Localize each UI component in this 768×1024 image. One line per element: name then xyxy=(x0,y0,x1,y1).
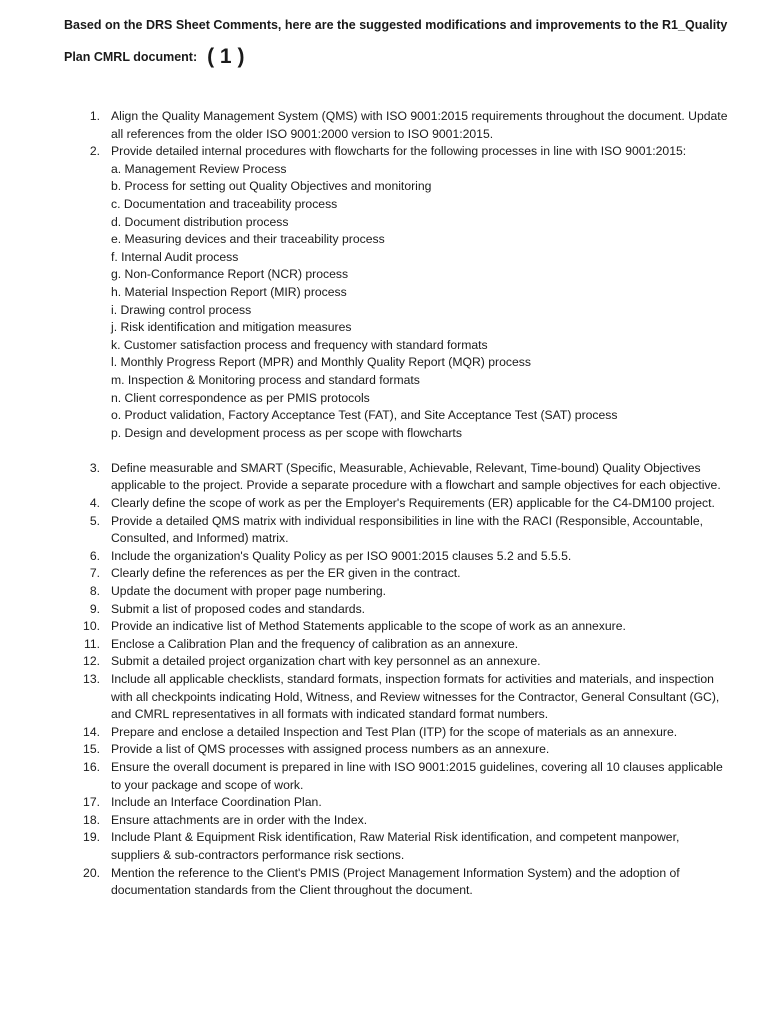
list-item-text: Submit a detailed project organization chart with key personnel as an annexure. xyxy=(111,654,541,669)
list-item xyxy=(0,829,768,864)
list-item xyxy=(0,794,768,812)
list-item xyxy=(0,741,768,759)
list-item xyxy=(0,583,768,601)
list-item-text: Ensure attachments are in order with the Index. xyxy=(111,812,368,827)
list-spacer xyxy=(0,442,768,460)
list-item-number: 10. xyxy=(83,619,100,634)
list-item-number: 15. xyxy=(83,742,100,757)
list-item-number: 4. xyxy=(89,496,100,511)
list-item-number: 13. xyxy=(83,672,100,686)
heading-line-2-row xyxy=(64,45,734,68)
sub-list-item: e. Measuring devices and their traceability process xyxy=(111,232,385,247)
list-item-text: Clearly define the references as per the ER given in the contract. xyxy=(111,566,461,581)
list-item-text: Align the Quality Management System (QMS) with ISO 9001:2015 requirements throughout the document. Update all references from the older ISO 9001:2000 version to ISO 9001:2015. xyxy=(111,109,728,141)
sub-list-item: a. Management Review Process xyxy=(111,161,287,176)
sub-list-item: h. Material Inspection Report (MIR) process xyxy=(111,284,347,299)
sub-list-item: o. Product validation, Factory Acceptance Test (FAT), and Site Acceptance Test (SAT) process xyxy=(111,408,618,423)
list-item-text: Include an Interface Coordination Plan. xyxy=(111,795,322,810)
list-item xyxy=(0,636,768,654)
sub-list-item: l. Monthly Progress Report (MPR) and Monthly Quality Report (MQR) process xyxy=(111,355,531,370)
sub-list-item: p. Design and development process as per scope with flowcharts xyxy=(111,425,462,440)
document-heading xyxy=(64,16,734,66)
list-item-text: Include the organization's Quality Policy as per ISO 9001:2015 clauses 5.2 and 5.5.5. xyxy=(111,548,572,563)
list-item xyxy=(0,495,768,513)
list-item xyxy=(0,812,768,830)
list-item-number: 5. xyxy=(89,513,100,528)
list-item xyxy=(0,601,768,619)
list-item-text: Mention the reference to the Client's PMIS (Project Management Information System) and the adoption of documentation standards from the Client throughout the document. xyxy=(111,865,680,898)
list-item-text: Submit a list of proposed codes and standards. xyxy=(111,601,366,616)
list-item-text: Clearly define the scope of work as per the Employer's Requirements (ER) applicable for the C4-DM100 project. xyxy=(111,496,715,511)
list-item-number: 14. xyxy=(83,724,100,739)
list-item xyxy=(0,724,768,742)
list-item xyxy=(0,143,768,161)
list-item-number: 8. xyxy=(89,584,100,599)
sub-list-item: d. Document distribution process xyxy=(111,214,289,229)
list-item-text: Provide an indicative list of Method Statements applicable to the scope of work as an annexure. xyxy=(111,619,626,634)
list-item xyxy=(0,548,768,566)
heading-line-2: Plan CMRL document: xyxy=(64,50,198,64)
sub-list-item: g. Non-Conformance Report (NCR) process xyxy=(111,267,349,282)
list-item-number: 9. xyxy=(89,601,100,616)
sub-list-item: c. Documentation and traceability process xyxy=(111,196,338,211)
sub-list-item: f. Internal Audit process xyxy=(111,249,239,264)
list-item-number: 16. xyxy=(83,759,100,774)
list-item-number: 19. xyxy=(83,830,100,845)
list-item xyxy=(0,865,768,900)
list-item-text: Update the document with proper page numbering. xyxy=(111,584,387,599)
list-item-number: 2. xyxy=(89,144,100,159)
list-item xyxy=(0,513,768,548)
list-item-number: 6. xyxy=(89,548,100,563)
list-item-number: 17. xyxy=(83,795,100,810)
sub-list-item: b. Process for setting out Quality Objectives and monitoring xyxy=(111,179,432,194)
list-item-number: 18. xyxy=(83,812,100,827)
list-item-text: Provide a list of QMS processes with assigned process numbers as an annexure. xyxy=(111,742,550,757)
list-item-number: 12. xyxy=(83,654,100,669)
list-item xyxy=(0,618,768,636)
sub-list-item: i. Drawing control process xyxy=(111,302,252,317)
list-item-number: 7. xyxy=(89,566,100,581)
list-item-number: 11. xyxy=(83,636,100,651)
list-item-number: 1. xyxy=(89,109,100,123)
sub-list-item: j. Risk identification and mitigation measures xyxy=(111,320,352,335)
list-item-number: 20. xyxy=(83,865,100,880)
sub-list-item: k. Customer satisfaction process and frequency with standard formats xyxy=(111,337,488,352)
sub-list-item: m. Inspection & Monitoring process and standard formats xyxy=(111,372,420,387)
list-item-text: Provide a detailed QMS matrix with individual responsibilities in line with the RACI (Responsible, Accountable, Consulted, and Informed) matrix. xyxy=(111,513,704,546)
list-item-text: Provide detailed internal procedures with flowcharts for the following processes in line with ISO 9001:2015: xyxy=(111,144,687,159)
list-item-text: Ensure the overall document is prepared in line with ISO 9001:2015 guidelines, covering all 10 clauses applicable to your package and scope of work. xyxy=(111,759,723,792)
list-item xyxy=(0,759,768,794)
list-item xyxy=(0,653,768,671)
sub-list-item: n. Client correspondence as per PMIS protocols xyxy=(111,390,370,405)
list-item xyxy=(0,108,768,143)
recommendations-list xyxy=(0,108,768,900)
list-item-text: Include all applicable checklists, standard formats, inspection formats for activities and materials, and inspection with all checkpoints indicating Hold, Witness, and Review witnesses for the Contractor, General Consultant (GC), and CMRL representatives in all formats with indicated standard format numbers. xyxy=(111,672,720,722)
list-item-number: 3. xyxy=(89,460,100,475)
heading-line-1: Based on the DRS Sheet Comments, here are the suggested modifications and improvements to the R1_Quality xyxy=(64,18,728,32)
list-item-text: Prepare and enclose a detailed Inspection and Test Plan (ITP) for the scope of materials as an annexure. xyxy=(111,724,678,739)
list-item xyxy=(0,460,768,495)
list-item-text: Enclose a Calibration Plan and the frequency of calibration as an annexure. xyxy=(111,636,519,651)
list-item xyxy=(0,671,768,724)
list-item-text: Include Plant & Equipment Risk identification, Raw Material Risk identification, and competent manpower, suppliers & sub-contractors performance risk sections. xyxy=(111,830,680,862)
list-item-text: Define measurable and SMART (Specific, Measurable, Achievable, Relevant, Time-bound) Quality Objectives applicable to the project. Provide a separate procedure with a flowchart and sample objectives for each objective. xyxy=(111,460,721,493)
page-marker: ( 1 ) xyxy=(207,45,245,68)
list-item xyxy=(0,565,768,583)
